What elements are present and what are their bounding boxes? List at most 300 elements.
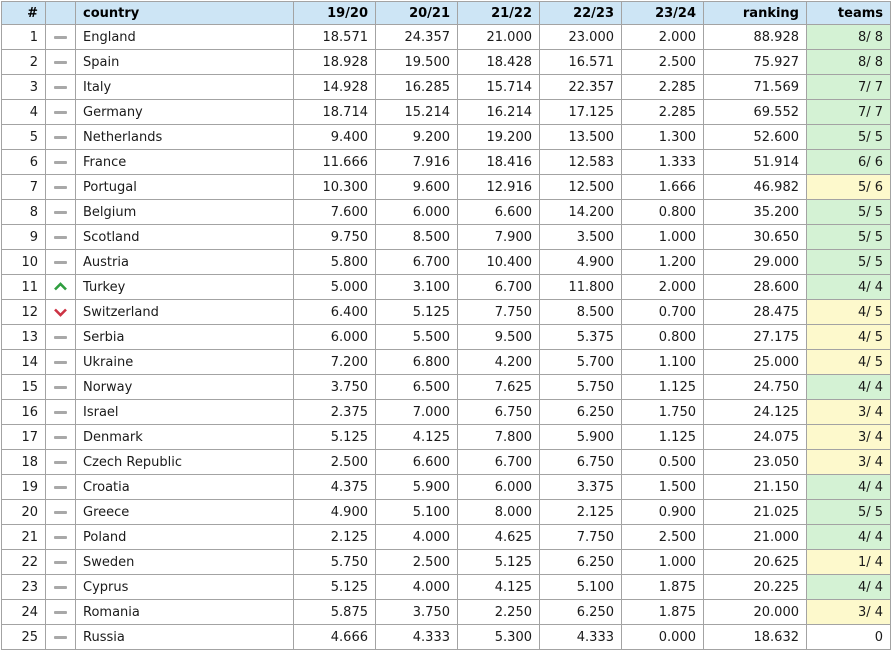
rank-cell: 15: [2, 375, 46, 400]
movement-cell: [46, 50, 76, 75]
rank-cell: 3: [2, 75, 46, 100]
season-22-23-cell: 12.500: [540, 175, 622, 200]
table-row: [2, 75, 891, 100]
teams-cell: 8/ 8: [807, 25, 891, 50]
season-22-23-cell: 22.357: [540, 75, 622, 100]
movement-same-icon: [54, 411, 67, 414]
movement-cell: [46, 100, 76, 125]
country-cell: Germany: [76, 100, 294, 125]
movement-cell: [46, 275, 76, 300]
season-23-24-cell: 1.000: [622, 225, 704, 250]
season-21-22-cell: 8.000: [458, 500, 540, 525]
season-20-21-cell: 4.125: [376, 425, 458, 450]
ranking-cell: 20.625: [704, 550, 807, 575]
rank-cell: 6: [2, 150, 46, 175]
rank-cell: 11: [2, 275, 46, 300]
season-23-24-cell: 2.500: [622, 50, 704, 75]
season-21-22-cell: 16.214: [458, 100, 540, 125]
season-20-21-cell: 3.750: [376, 600, 458, 625]
table-row: [2, 250, 891, 275]
teams-cell: 4/ 4: [807, 275, 891, 300]
rank-cell: 24: [2, 600, 46, 625]
col-header-ranking: ranking: [704, 2, 807, 25]
season-23-24-cell: 1.100: [622, 350, 704, 375]
movement-cell: [46, 375, 76, 400]
country-cell: Belgium: [76, 200, 294, 225]
movement-same-icon: [54, 511, 67, 514]
movement-same-icon: [54, 86, 67, 89]
ranking-cell: 29.000: [704, 250, 807, 275]
season-19-20-cell: 5.750: [294, 550, 376, 575]
country-cell: Croatia: [76, 475, 294, 500]
season-22-23-cell: 4.333: [540, 625, 622, 650]
ranking-cell: 46.982: [704, 175, 807, 200]
season-21-22-cell: 6.700: [458, 275, 540, 300]
season-19-20-cell: 18.571: [294, 25, 376, 50]
movement-cell: [46, 25, 76, 50]
ranking-cell: 18.632: [704, 625, 807, 650]
header-row: [2, 2, 891, 25]
country-cell: Czech Republic: [76, 450, 294, 475]
teams-cell: 3/ 4: [807, 600, 891, 625]
season-22-23-cell: 17.125: [540, 100, 622, 125]
col-header-season-23-24: 23/24: [622, 2, 704, 25]
rank-cell: 12: [2, 300, 46, 325]
rank-cell: 25: [2, 625, 46, 650]
ranking-cell: 28.475: [704, 300, 807, 325]
teams-cell: 4/ 4: [807, 375, 891, 400]
season-21-22-cell: 6.750: [458, 400, 540, 425]
season-20-21-cell: 19.500: [376, 50, 458, 75]
col-header-season-20-21: 20/21: [376, 2, 458, 25]
season-23-24-cell: 1.875: [622, 575, 704, 600]
rank-cell: 7: [2, 175, 46, 200]
movement-cell: [46, 625, 76, 650]
rank-cell: 4: [2, 100, 46, 125]
country-cell: Cyprus: [76, 575, 294, 600]
teams-cell: 0: [807, 625, 891, 650]
country-cell: Austria: [76, 250, 294, 275]
col-header-teams: teams: [807, 2, 891, 25]
col-header-movement: [46, 2, 76, 25]
season-21-22-cell: 7.625: [458, 375, 540, 400]
ranking-cell: 21.025: [704, 500, 807, 525]
ranking-cell: 69.552: [704, 100, 807, 125]
table-row: [2, 525, 891, 550]
season-19-20-cell: 11.666: [294, 150, 376, 175]
movement-same-icon: [54, 186, 67, 189]
season-23-24-cell: 1.200: [622, 250, 704, 275]
season-21-22-cell: 6.600: [458, 200, 540, 225]
season-22-23-cell: 6.250: [540, 400, 622, 425]
season-20-21-cell: 7.000: [376, 400, 458, 425]
season-21-22-cell: 6.700: [458, 450, 540, 475]
season-21-22-cell: 12.916: [458, 175, 540, 200]
country-cell: Denmark: [76, 425, 294, 450]
movement-same-icon: [54, 386, 67, 389]
col-header-season-19-20: 19/20: [294, 2, 376, 25]
season-20-21-cell: 24.357: [376, 25, 458, 50]
table-row: [2, 325, 891, 350]
movement-down-icon: [53, 307, 68, 317]
season-21-22-cell: 6.000: [458, 475, 540, 500]
season-20-21-cell: 16.285: [376, 75, 458, 100]
country-cell: Spain: [76, 50, 294, 75]
season-21-22-cell: 9.500: [458, 325, 540, 350]
rank-cell: 20: [2, 500, 46, 525]
table-row: [2, 200, 891, 225]
season-19-20-cell: 18.928: [294, 50, 376, 75]
country-cell: Russia: [76, 625, 294, 650]
season-22-23-cell: 2.125: [540, 500, 622, 525]
country-cell: Norway: [76, 375, 294, 400]
movement-cell: [46, 475, 76, 500]
table-row: [2, 475, 891, 500]
movement-same-icon: [54, 136, 67, 139]
teams-cell: 5/ 5: [807, 200, 891, 225]
ranking-cell: 75.927: [704, 50, 807, 75]
movement-same-icon: [54, 436, 67, 439]
season-22-23-cell: 5.700: [540, 350, 622, 375]
season-22-23-cell: 14.200: [540, 200, 622, 225]
teams-cell: 6/ 6: [807, 150, 891, 175]
season-20-21-cell: 9.600: [376, 175, 458, 200]
ranking-cell: 24.075: [704, 425, 807, 450]
col-header-country: country: [76, 2, 294, 25]
rank-cell: 18: [2, 450, 46, 475]
season-19-20-cell: 5.000: [294, 275, 376, 300]
ranking-cell: 24.125: [704, 400, 807, 425]
season-23-24-cell: 1.666: [622, 175, 704, 200]
table-row: [2, 425, 891, 450]
table-row: [2, 550, 891, 575]
season-19-20-cell: 2.125: [294, 525, 376, 550]
season-21-22-cell: 5.300: [458, 625, 540, 650]
country-ranking-table: [1, 1, 891, 650]
table-row: [2, 450, 891, 475]
ranking-cell: 51.914: [704, 150, 807, 175]
season-23-24-cell: 0.800: [622, 200, 704, 225]
movement-same-icon: [54, 236, 67, 239]
season-20-21-cell: 5.900: [376, 475, 458, 500]
col-header-season-21-22: 21/22: [458, 2, 540, 25]
season-22-23-cell: 12.583: [540, 150, 622, 175]
ranking-cell: 21.000: [704, 525, 807, 550]
season-23-24-cell: 2.000: [622, 275, 704, 300]
season-19-20-cell: 14.928: [294, 75, 376, 100]
season-23-24-cell: 2.000: [622, 25, 704, 50]
season-23-24-cell: 2.285: [622, 75, 704, 100]
season-20-21-cell: 9.200: [376, 125, 458, 150]
movement-cell: [46, 200, 76, 225]
movement-same-icon: [54, 461, 67, 464]
table-row: [2, 50, 891, 75]
season-22-23-cell: 6.250: [540, 550, 622, 575]
season-22-23-cell: 3.375: [540, 475, 622, 500]
country-cell: Scotland: [76, 225, 294, 250]
movement-same-icon: [54, 486, 67, 489]
movement-up-icon: [53, 282, 68, 292]
ranking-cell: 20.225: [704, 575, 807, 600]
season-23-24-cell: 1.750: [622, 400, 704, 425]
season-21-22-cell: 18.428: [458, 50, 540, 75]
season-21-22-cell: 2.250: [458, 600, 540, 625]
season-22-23-cell: 16.571: [540, 50, 622, 75]
teams-cell: 4/ 5: [807, 325, 891, 350]
table-row: [2, 125, 891, 150]
season-21-22-cell: 4.125: [458, 575, 540, 600]
season-19-20-cell: 6.000: [294, 325, 376, 350]
season-21-22-cell: 18.416: [458, 150, 540, 175]
season-22-23-cell: 5.900: [540, 425, 622, 450]
movement-cell: [46, 400, 76, 425]
movement-cell: [46, 125, 76, 150]
movement-same-icon: [54, 586, 67, 589]
movement-cell: [46, 600, 76, 625]
teams-cell: 5/ 6: [807, 175, 891, 200]
rank-cell: 10: [2, 250, 46, 275]
season-20-21-cell: 4.000: [376, 525, 458, 550]
season-22-23-cell: 13.500: [540, 125, 622, 150]
season-20-21-cell: 6.800: [376, 350, 458, 375]
season-21-22-cell: 7.750: [458, 300, 540, 325]
season-22-23-cell: 5.100: [540, 575, 622, 600]
table-row: [2, 375, 891, 400]
table-row: [2, 100, 891, 125]
teams-cell: 5/ 5: [807, 250, 891, 275]
season-23-24-cell: 0.700: [622, 300, 704, 325]
season-19-20-cell: 6.400: [294, 300, 376, 325]
season-23-24-cell: 0.900: [622, 500, 704, 525]
movement-same-icon: [54, 611, 67, 614]
season-21-22-cell: 4.200: [458, 350, 540, 375]
season-20-21-cell: 3.100: [376, 275, 458, 300]
season-19-20-cell: 5.800: [294, 250, 376, 275]
ranking-cell: 28.600: [704, 275, 807, 300]
movement-cell: [46, 300, 76, 325]
teams-cell: 4/ 4: [807, 475, 891, 500]
season-22-23-cell: 23.000: [540, 25, 622, 50]
rank-cell: 22: [2, 550, 46, 575]
country-cell: Ukraine: [76, 350, 294, 375]
movement-cell: [46, 500, 76, 525]
teams-cell: 4/ 5: [807, 300, 891, 325]
country-cell: France: [76, 150, 294, 175]
season-21-22-cell: 7.800: [458, 425, 540, 450]
table-row: [2, 600, 891, 625]
table-row: [2, 150, 891, 175]
table-row: [2, 500, 891, 525]
country-cell: Portugal: [76, 175, 294, 200]
season-20-21-cell: 15.214: [376, 100, 458, 125]
table-row: [2, 625, 891, 650]
season-22-23-cell: 7.750: [540, 525, 622, 550]
country-cell: Serbia: [76, 325, 294, 350]
country-cell: Switzerland: [76, 300, 294, 325]
season-19-20-cell: 18.714: [294, 100, 376, 125]
teams-cell: 4/ 4: [807, 575, 891, 600]
ranking-cell: 25.000: [704, 350, 807, 375]
season-21-22-cell: 5.125: [458, 550, 540, 575]
ranking-cell: 52.600: [704, 125, 807, 150]
season-23-24-cell: 2.285: [622, 100, 704, 125]
rank-cell: 2: [2, 50, 46, 75]
table-row: [2, 225, 891, 250]
teams-cell: 5/ 5: [807, 225, 891, 250]
season-21-22-cell: 7.900: [458, 225, 540, 250]
season-19-20-cell: 5.125: [294, 575, 376, 600]
table-row: [2, 275, 891, 300]
season-21-22-cell: 21.000: [458, 25, 540, 50]
movement-same-icon: [54, 361, 67, 364]
season-23-24-cell: 1.000: [622, 550, 704, 575]
ranking-cell: 27.175: [704, 325, 807, 350]
country-cell: England: [76, 25, 294, 50]
country-cell: Sweden: [76, 550, 294, 575]
movement-same-icon: [54, 336, 67, 339]
rank-cell: 17: [2, 425, 46, 450]
rank-cell: 9: [2, 225, 46, 250]
season-23-24-cell: 0.000: [622, 625, 704, 650]
teams-cell: 5/ 5: [807, 500, 891, 525]
movement-same-icon: [54, 536, 67, 539]
season-21-22-cell: 19.200: [458, 125, 540, 150]
teams-cell: 3/ 4: [807, 400, 891, 425]
teams-cell: 8/ 8: [807, 50, 891, 75]
ranking-cell: 35.200: [704, 200, 807, 225]
season-22-23-cell: 8.500: [540, 300, 622, 325]
rank-cell: 19: [2, 475, 46, 500]
season-19-20-cell: 5.125: [294, 425, 376, 450]
movement-cell: [46, 175, 76, 200]
season-23-24-cell: 1.125: [622, 425, 704, 450]
table-row: [2, 300, 891, 325]
movement-cell: [46, 75, 76, 100]
table-row: [2, 575, 891, 600]
country-cell: Romania: [76, 600, 294, 625]
country-cell: Israel: [76, 400, 294, 425]
movement-cell: [46, 550, 76, 575]
rank-cell: 21: [2, 525, 46, 550]
col-header-rank: #: [2, 2, 46, 25]
season-19-20-cell: 9.400: [294, 125, 376, 150]
ranking-cell: 71.569: [704, 75, 807, 100]
country-cell: Turkey: [76, 275, 294, 300]
season-20-21-cell: 5.100: [376, 500, 458, 525]
season-19-20-cell: 3.750: [294, 375, 376, 400]
movement-cell: [46, 325, 76, 350]
season-19-20-cell: 7.200: [294, 350, 376, 375]
rank-cell: 5: [2, 125, 46, 150]
ranking-cell: 20.000: [704, 600, 807, 625]
season-23-24-cell: 2.500: [622, 525, 704, 550]
country-cell: Greece: [76, 500, 294, 525]
season-23-24-cell: 1.875: [622, 600, 704, 625]
movement-cell: [46, 250, 76, 275]
season-22-23-cell: 11.800: [540, 275, 622, 300]
season-22-23-cell: 3.500: [540, 225, 622, 250]
movement-same-icon: [54, 111, 67, 114]
season-23-24-cell: 1.500: [622, 475, 704, 500]
movement-same-icon: [54, 61, 67, 64]
season-22-23-cell: 6.250: [540, 600, 622, 625]
season-19-20-cell: 2.500: [294, 450, 376, 475]
movement-cell: [46, 150, 76, 175]
season-21-22-cell: 4.625: [458, 525, 540, 550]
season-23-24-cell: 0.500: [622, 450, 704, 475]
season-20-21-cell: 5.125: [376, 300, 458, 325]
table-header: [2, 2, 891, 25]
ranking-cell: 30.650: [704, 225, 807, 250]
season-20-21-cell: 8.500: [376, 225, 458, 250]
ranking-cell: 23.050: [704, 450, 807, 475]
movement-cell: [46, 450, 76, 475]
movement-cell: [46, 225, 76, 250]
table-body: [2, 25, 891, 650]
season-20-21-cell: 2.500: [376, 550, 458, 575]
season-20-21-cell: 4.333: [376, 625, 458, 650]
movement-same-icon: [54, 36, 67, 39]
country-cell: Poland: [76, 525, 294, 550]
movement-cell: [46, 525, 76, 550]
rank-cell: 13: [2, 325, 46, 350]
movement-same-icon: [54, 636, 67, 639]
season-19-20-cell: 4.375: [294, 475, 376, 500]
teams-cell: 1/ 4: [807, 550, 891, 575]
teams-cell: 3/ 4: [807, 425, 891, 450]
season-22-23-cell: 4.900: [540, 250, 622, 275]
season-21-22-cell: 10.400: [458, 250, 540, 275]
season-19-20-cell: 4.900: [294, 500, 376, 525]
ranking-cell: 24.750: [704, 375, 807, 400]
movement-same-icon: [54, 211, 67, 214]
table-row: [2, 400, 891, 425]
season-20-21-cell: 6.600: [376, 450, 458, 475]
season-23-24-cell: 0.800: [622, 325, 704, 350]
season-23-24-cell: 1.300: [622, 125, 704, 150]
season-20-21-cell: 5.500: [376, 325, 458, 350]
rank-cell: 23: [2, 575, 46, 600]
season-23-24-cell: 1.333: [622, 150, 704, 175]
season-22-23-cell: 6.750: [540, 450, 622, 475]
table-row: [2, 25, 891, 50]
season-19-20-cell: 9.750: [294, 225, 376, 250]
rank-cell: 16: [2, 400, 46, 425]
movement-same-icon: [54, 261, 67, 264]
ranking-cell: 21.150: [704, 475, 807, 500]
season-20-21-cell: 6.500: [376, 375, 458, 400]
teams-cell: 4/ 4: [807, 525, 891, 550]
movement-cell: [46, 425, 76, 450]
movement-same-icon: [54, 161, 67, 164]
season-22-23-cell: 5.375: [540, 325, 622, 350]
season-19-20-cell: 10.300: [294, 175, 376, 200]
country-cell: Italy: [76, 75, 294, 100]
country-cell: Netherlands: [76, 125, 294, 150]
season-19-20-cell: 7.600: [294, 200, 376, 225]
teams-cell: 4/ 5: [807, 350, 891, 375]
season-19-20-cell: 2.375: [294, 400, 376, 425]
movement-same-icon: [54, 561, 67, 564]
season-19-20-cell: 5.875: [294, 600, 376, 625]
season-20-21-cell: 6.000: [376, 200, 458, 225]
season-22-23-cell: 5.750: [540, 375, 622, 400]
season-19-20-cell: 4.666: [294, 625, 376, 650]
season-20-21-cell: 4.000: [376, 575, 458, 600]
rank-cell: 1: [2, 25, 46, 50]
teams-cell: 5/ 5: [807, 125, 891, 150]
ranking-cell: 88.928: [704, 25, 807, 50]
